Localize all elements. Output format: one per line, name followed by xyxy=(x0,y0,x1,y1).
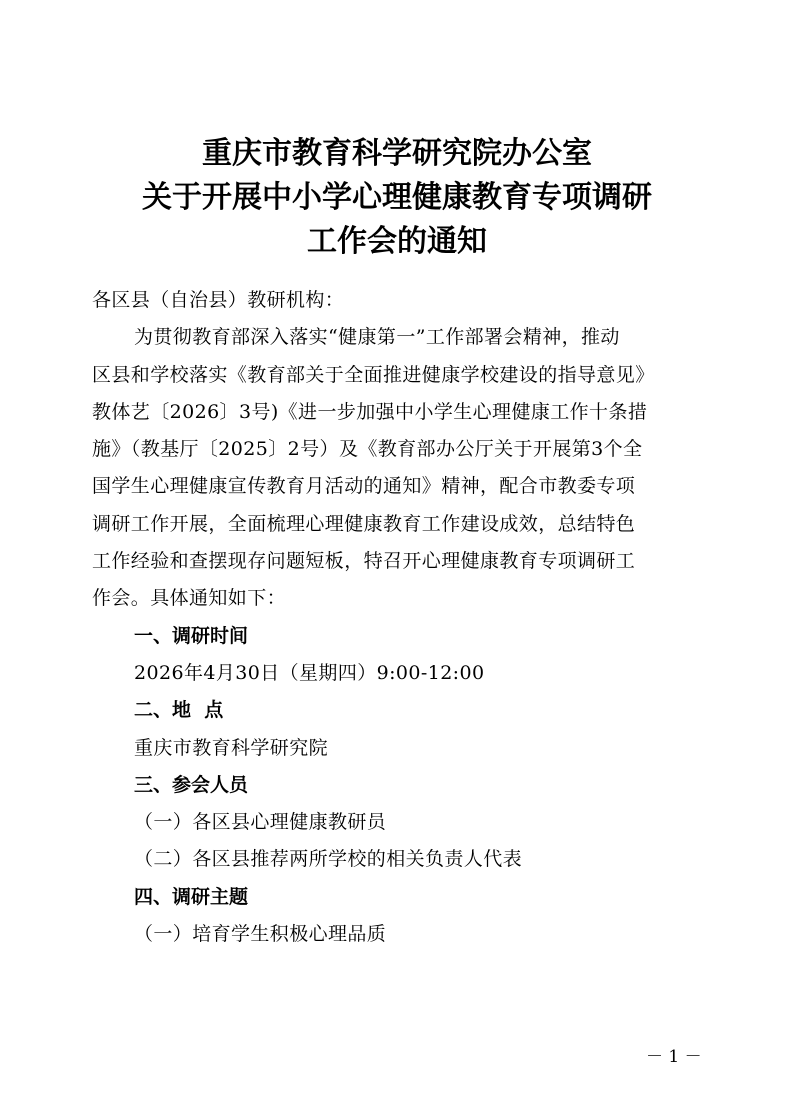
title-line-2: 关于开展中小学心理健康教育专项调研 xyxy=(142,180,652,215)
topics-item-1: （一）培育学生积极心理品质 xyxy=(134,923,387,946)
title-line-3: 工作会的通知 xyxy=(307,224,487,259)
section-heading-participants: 三、参会人员 xyxy=(134,773,249,796)
document-title xyxy=(0,132,794,264)
section-heading-time: 一、调研时间 xyxy=(134,624,249,647)
section-heading-location: 二、地 点 xyxy=(134,699,224,722)
section-heading-topics: 四、调研主题 xyxy=(134,885,249,908)
document-body xyxy=(92,282,704,953)
participants-item-2: （二）各区县推荐两所学校的相关负责人代表 xyxy=(134,848,523,871)
intro-line-6: 调研工作开展，全面梳理心理健康教育工作建设成效，总结特色 xyxy=(92,512,636,535)
intro-line-7: 工作经验和查摆现存问题短板，特召开心理健康教育专项调研工 xyxy=(92,550,636,573)
intro-line-2: 区县和学校落实《教育部关于全面推进健康学校建设的指导意见》 xyxy=(92,363,655,386)
salutation: 各区县（自治县）教研机构： xyxy=(92,289,345,311)
intro-line-3: 教体艺〔2026〕3号)《进一步加强中小学生心理健康工作十条措 xyxy=(92,400,648,423)
intro-line-4: 施》（教基厅〔2025〕2号）及《教育部办公厅关于开展第3个全 xyxy=(92,438,643,461)
intro-line-1: 为贯彻教育部深入落实“健康第一”工作部署会精神，推动 xyxy=(134,326,620,349)
page-number: － 1 － xyxy=(646,1047,702,1067)
section-content-location: 重庆市教育科学研究院 xyxy=(134,736,329,759)
section-content-time: 2026年4月30日（星期四）9:00-12:00 xyxy=(134,661,485,684)
participants-item-1: （一）各区县心理健康教研员 xyxy=(134,811,387,834)
intro-line-5: 国学生心理健康宣传教育月活动的通知》精神，配合市教委专项 xyxy=(92,475,636,498)
intro-line-8: 作会。具体通知如下： xyxy=(92,587,287,610)
title-line-1: 重庆市教育科学研究院办公室 xyxy=(202,136,592,171)
